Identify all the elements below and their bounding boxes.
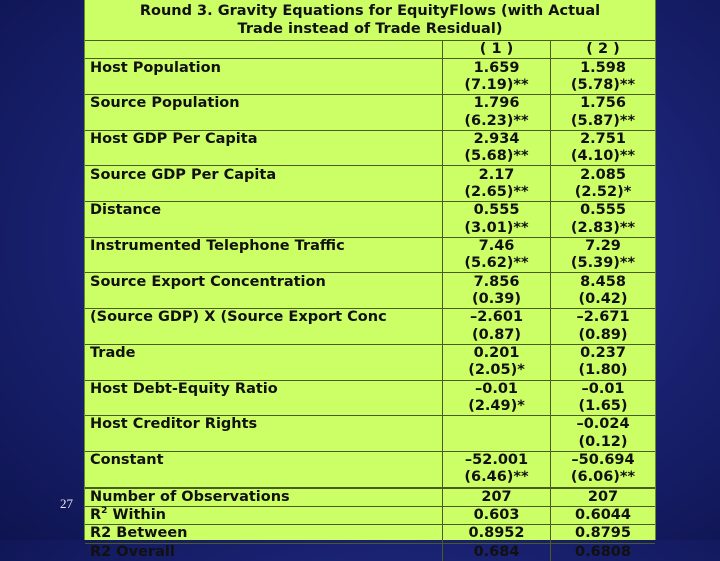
regression-table-panel	[84, 0, 656, 560]
stats-col1: 0.603	[443, 506, 551, 524]
stats-label-main: R	[90, 507, 102, 524]
coef-col2: 0.555	[551, 202, 656, 220]
row-label: Distance	[85, 202, 443, 220]
table-row-tstat	[85, 148, 655, 166]
tstat-col1: (3.01)**	[443, 219, 551, 237]
row-label-empty	[85, 469, 443, 487]
stats-label: Number of Observations	[85, 488, 443, 507]
row-label: Host Population	[85, 59, 443, 77]
coef-col1: 1.796	[443, 95, 551, 113]
row-label: Source Export Concentration	[85, 273, 443, 291]
tstat-col1	[443, 434, 551, 452]
row-label: Source Population	[85, 95, 443, 113]
stats-col2: 207	[551, 488, 656, 507]
tstat-col2: (5.78)**	[570, 76, 636, 93]
stats-label: R2 Between	[85, 525, 443, 543]
coef-col2: 1.598	[551, 59, 656, 77]
stats-row	[85, 543, 655, 561]
coef-col1: 0.555	[443, 202, 551, 220]
table-row-tstat	[85, 184, 655, 202]
table-row-tstat	[85, 77, 655, 95]
stats-col2: 0.8795	[551, 525, 656, 543]
tstat-col2: (2.83)**	[570, 219, 636, 236]
regression-table	[85, 41, 655, 561]
row-label-empty	[85, 148, 443, 166]
coef-col1	[443, 416, 551, 434]
stats-label	[85, 506, 443, 524]
coef-col1: 1.659	[443, 59, 551, 77]
coef-col2: –0.01	[551, 380, 656, 398]
stats-col2: 0.6044	[551, 506, 656, 524]
tstat-col2: (1.80)	[578, 362, 628, 379]
stats-col1: 0.8952	[443, 525, 551, 543]
table-row	[85, 416, 655, 434]
table-row	[85, 130, 655, 148]
table-row	[85, 380, 655, 398]
tstat-col2: (2.52)*	[574, 183, 632, 200]
row-label: Host GDP Per Capita	[85, 130, 443, 148]
tstat-col1: (2.49)*	[443, 398, 551, 416]
column-header-1: ( 1 )	[443, 41, 551, 59]
row-label-empty	[85, 327, 443, 345]
stats-col1: 0.684	[443, 543, 551, 561]
coef-col2: –0.024	[551, 416, 656, 434]
tstat-col1: (0.87)	[443, 327, 551, 345]
coef-col2: –50.694	[551, 451, 656, 469]
coef-col1: –2.601	[443, 309, 551, 327]
table-row-tstat	[85, 469, 655, 487]
tstat-col2: (1.65)	[578, 398, 628, 415]
title-line-1: Round 3. Gravity Equations for EquityFlows (with Actual	[139, 3, 601, 19]
tstat-col1: (5.62)**	[443, 255, 551, 273]
row-label: Host Creditor Rights	[85, 416, 443, 434]
coef-col1: –0.01	[443, 380, 551, 398]
table-row-tstat	[85, 434, 655, 452]
tstat-col1: (6.23)**	[443, 112, 551, 130]
table-row	[85, 309, 655, 327]
row-label-empty	[85, 112, 443, 130]
coef-col2: 7.29	[551, 237, 656, 255]
table-row-tstat	[85, 291, 655, 309]
tstat-col2: (5.39)**	[570, 255, 636, 272]
row-label-empty	[85, 398, 443, 416]
table-row-tstat	[85, 398, 655, 416]
table-row	[85, 273, 655, 291]
coef-col1: 7.46	[443, 237, 551, 255]
stats-label-superscript: 2	[101, 506, 108, 517]
coef-col2: 2.751	[551, 130, 656, 148]
table-row	[85, 166, 655, 184]
table-row-tstat	[85, 255, 655, 273]
row-label-empty	[85, 77, 443, 95]
row-label-empty	[85, 219, 443, 237]
column-header-row	[85, 41, 655, 59]
table-row	[85, 237, 655, 255]
stats-label: R2 Overall	[85, 543, 443, 561]
row-label-empty	[85, 434, 443, 452]
row-label: Host Debt-Equity Ratio	[85, 380, 443, 398]
stats-col2: 0.6808	[551, 543, 656, 561]
stats-row	[85, 488, 655, 507]
table-row-tstat	[85, 112, 655, 130]
table-row	[85, 344, 655, 362]
row-label-empty	[85, 184, 443, 202]
row-label: Source GDP Per Capita	[85, 166, 443, 184]
tstat-col2: (0.12)	[578, 433, 628, 450]
tstat-col1: (0.39)	[443, 291, 551, 309]
row-label: Constant	[85, 451, 443, 469]
row-label: (Source GDP) X (Source Export Conc	[85, 309, 443, 327]
tstat-col1: (6.46)**	[443, 469, 551, 487]
stats-label-rest: Within	[107, 507, 166, 524]
tstat-col2: (0.42)	[578, 290, 628, 307]
coef-col1: 2.17	[443, 166, 551, 184]
table-row-tstat	[85, 362, 655, 380]
stats-col1: 207	[443, 488, 551, 507]
row-label-empty	[85, 255, 443, 273]
stats-row	[85, 525, 655, 543]
header-label-cell	[85, 41, 443, 59]
coef-col2: 8.458	[551, 273, 656, 291]
tstat-col1: (7.19)**	[443, 77, 551, 95]
column-header-2: ( 2 )	[586, 41, 620, 58]
table-row	[85, 202, 655, 220]
table-row	[85, 59, 655, 77]
coef-col2: 1.756	[551, 95, 656, 113]
coef-col2: 2.085	[551, 166, 656, 184]
stats-row	[85, 506, 655, 524]
table-row-tstat	[85, 219, 655, 237]
coef-col2: 0.237	[551, 344, 656, 362]
coef-col1: –52.001	[443, 451, 551, 469]
table-title	[85, 0, 655, 41]
coef-col1: 2.934	[443, 130, 551, 148]
row-label-empty	[85, 291, 443, 309]
row-label: Trade	[85, 344, 443, 362]
coef-col1: 7.856	[443, 273, 551, 291]
tstat-col2: (6.06)**	[570, 469, 636, 486]
row-label: Instrumented Telephone Traffic	[85, 237, 443, 255]
tstat-col1: (2.05)*	[443, 362, 551, 380]
tstat-col2: (0.89)	[578, 326, 628, 343]
table-row-tstat	[85, 327, 655, 345]
tstat-col1: (2.65)**	[443, 184, 551, 202]
coef-col2: –2.671	[551, 309, 656, 327]
table-row	[85, 95, 655, 113]
tstat-col2: (5.87)**	[570, 112, 636, 129]
coef-col1: 0.201	[443, 344, 551, 362]
row-label-empty	[85, 362, 443, 380]
slide-number: 27	[60, 496, 73, 511]
tstat-col2: (4.10)**	[570, 148, 636, 165]
table-row	[85, 451, 655, 469]
title-line-2: Trade instead of Trade Residual)	[237, 21, 503, 37]
tstat-col1: (5.68)**	[443, 148, 551, 166]
